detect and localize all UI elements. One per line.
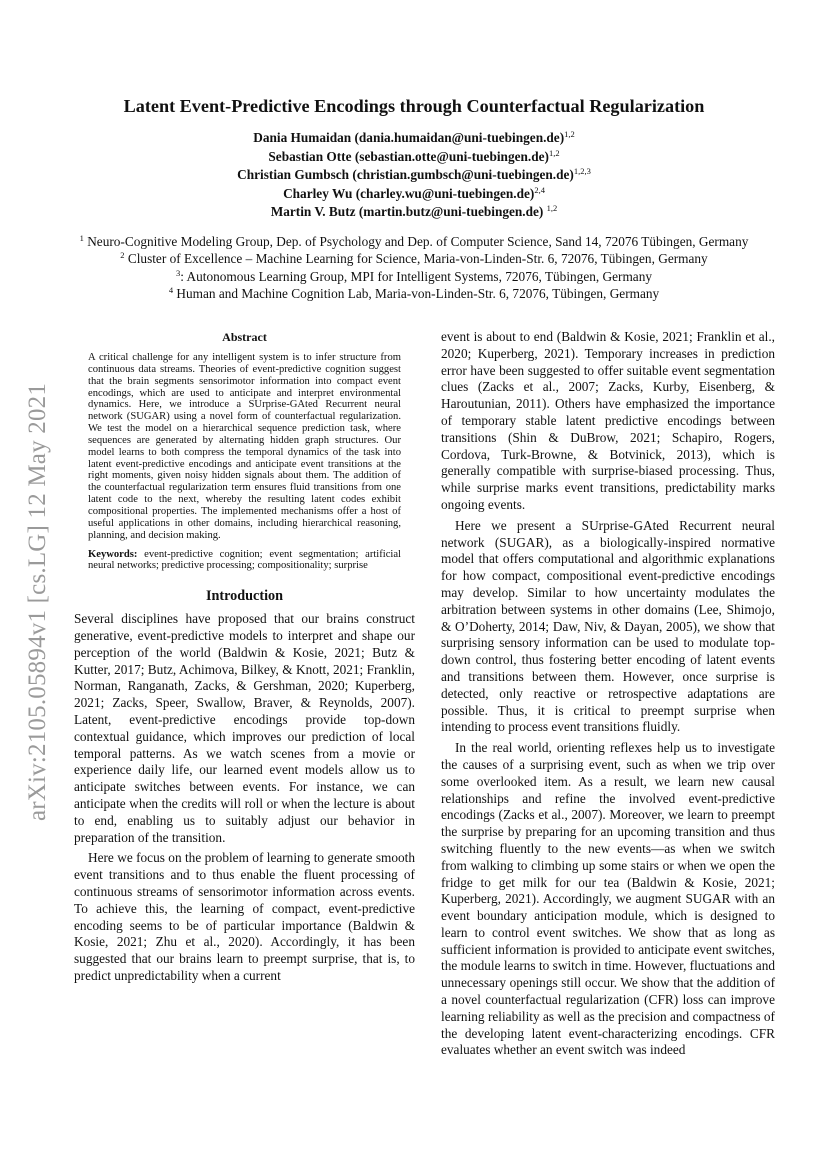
author-affil-mark: 1,2 xyxy=(564,129,575,139)
right-column xyxy=(441,329,775,1059)
keywords-text: event-predictive cognition; event segmentation; artificial neural networks; predictive processing; compositionality; surprise xyxy=(88,548,401,572)
author-line xyxy=(60,203,768,222)
affiliation-text: Cluster of Excellence – Machine Learning for Science, Maria-von-Linden-Str. 6, 72076, Tübingen, Germany xyxy=(124,251,708,267)
author-affil-mark: 1,2 xyxy=(548,147,560,158)
arxiv-stamp xyxy=(18,352,58,852)
author-list xyxy=(60,129,768,222)
author-affil-mark: 1,2 xyxy=(546,203,558,214)
affiliation-text: Neuro-Cognitive Modeling Group, Dep. of Psychology and Dep. of Computer Science, Sand 14, 72076 Tübingen, Germany xyxy=(83,234,749,249)
author-line xyxy=(60,166,768,185)
introduction-heading: Introduction xyxy=(206,588,283,605)
paper-title: Latent Event-Predictive Encodings through Counterfactual Regularization xyxy=(123,96,705,116)
author-line xyxy=(60,148,768,167)
affiliation-list xyxy=(40,233,788,303)
affiliation-mark: 2 xyxy=(120,250,125,261)
affiliation-text: : Autonomous Learning Group, MPI for Intelligent Systems, 72076, Tübingen, Germany xyxy=(180,268,652,284)
affiliation-mark: 1 xyxy=(79,233,84,243)
author-name: Christian Gumbsch (christian.gumbsch@uni-tuebingen.de) xyxy=(237,167,574,183)
left-column xyxy=(74,330,415,985)
affiliation-line xyxy=(40,233,788,250)
author-line xyxy=(60,185,768,204)
author-name: Martin V. Butz (martin.butz@uni-tuebingen.de) xyxy=(270,204,547,220)
keywords xyxy=(74,549,415,573)
author-name: Charley Wu (charley.wu@uni-tuebingen.de) xyxy=(283,185,535,201)
paragraph: event is about to end (Baldwin & Kosie, 2021; Franklin et al., 2020; Kuperberg, 2021). Temporary increases in prediction error have been suggested to offer suitable event segmentation clues (Zacks et al., 2007; Zacks, Kurby, Eisenberg, & Haroutunian, 2011). Others have emphasized the importance of temporary stable latent predictive encodings between transitions (Shin & DuBrow, 2021; Schapiro, Rogers, Cordova, Turk-Browne, & Botvinick, 2013), which is generally compatible with surprise-biased processing. Thus, while surprise marks event transitions, predictability marks ongoing events. xyxy=(441,329,775,512)
affiliation-mark: 3 xyxy=(176,267,181,278)
abstract-text: A critical challenge for any intelligent system is to infer structure from continuous data streams. Theories of event-predictive cognition suggest that the brain segments sensorimotor information into compact event encodings, which are used to anticipate and interpret environmental dynamics. Here, we introduce a SUrprise-GAted Recurrent neural network (SUGAR) using a novel form of counterfactual regularization. We test the model on a hierarchical sequence prediction task, where sequences are generated by alternating hidden graph structures. Our model learns to both compress the temporal dynamics of the task into latent event-predictive encodings and anticipate event transitions at the right moments, given noisy hidden signals about them. The addition of the counterfactual regularization term ensures fluid transitions from one latent code to the next, whereby the resulting latent codes exhibit compositional properties. The implemented mechanisms offer a host of useful applications in other domains, including hierarchical reasoning, planning, and decision making. xyxy=(88,352,401,541)
abstract-heading: Abstract xyxy=(222,330,267,344)
author-name: Dania Humaidan (dania.humaidan@uni-tuebingen.de) xyxy=(253,130,565,145)
affiliation-line xyxy=(40,285,788,302)
author-affil-mark: 1,2,3 xyxy=(573,166,591,177)
keywords-label: Keywords: xyxy=(88,548,138,560)
affiliation-line xyxy=(40,268,788,285)
affiliation-mark: 4 xyxy=(168,285,174,296)
paragraph: Here we focus on the problem of learning to generate smooth event transitions and to thus enable the fluent processing of continuous streams of sensorimotor information across events. To achieve this, the learning of compact, event-predictive encoding seems to be of particular importance (Baldwin & Kosie, 2021; Zhu et al., 2020). Accordingly, it has been suggested that our brains learn to preempt surprise, that is, to predict unpredictability when a current xyxy=(74,850,415,983)
author-affil-mark: 2,4 xyxy=(534,184,545,195)
paragraph: In the real world, orienting reflexes help us to investigate the causes of a surprising event, such as when we trip over some overlooked item. As a result, we learn new causal relationships and refine the involved event-predictive encodings (Zacks et al., 2007). Moreover, we learn to preempt the surprise by preparing for an upcoming transition and thus switching fluently to the new events—as when we switch from walking to climbing up some stairs or when we open the fridge to get milk for our tea (Baldwin & Kosie, 2021; Kuperberg, 2021). Accordingly, we augment SUGAR with an event boundary anticipation module, which is designed to learn to control event switches. We show that as long as sufficient information is provided to anticipate event switches, the module learns to switch in time. However, fluctuations and unnecessary openings still occur. We show that the addition of a novel counterfactual regularization (CFR) loss can improve learning reliability as well as the precision and compactness of the developing latent event-characterizing encodings. CFR evaluates whether an event switch was indeed xyxy=(441,740,775,1058)
author-name: Sebastian Otte (sebastian.otte@uni-tuebingen.de) xyxy=(268,148,549,164)
arxiv-stamp-text: arXiv:2105.05894v1 [cs.LG] 12 May 2021 xyxy=(24,382,51,822)
paragraph: Here we present a SUrprise-GAted Recurrent neural network (SUGAR), as a biologically-inspired normative model that offers computational and algorithmic explanations for how compact, compositional event-predictive encodings may develop. Similar to how uncertainty modulates the arbitration between systems in other domains (Lee, Shimojo, & O’Doherty, 2014; Daw, Niv, & Dayan, 2005), we show that surprising sensory information can be used to modulate top-down control, thus fostering better encoding of latent events and transitions between them. However, once surprise is detected, only reactive or retrospective adaptations are possible. Thus, it is critical to preempt surprise when intending to process event transitions fluidly. xyxy=(441,517,775,735)
paragraph: Several disciplines have proposed that our brains construct generative, event-predictive models to interpret and shape our perception of the world (Baldwin & Kosie, 2021; Butz & Kutter, 2017; Butz, Achimova, Bilkey, & Knott, 2021; Franklin, Norman, Ranganath, Zacks, & Gershman, 2020; Kuperberg, 2021; Zacks, Speer, Swallow, Braver, & Reynolds, 2007). Latent, event-predictive encodings provide top-down contextual guidance, which improves our prediction of local temporal patterns. As we watch scenes from a movie or experience daily life, our learned event models allow us to anticipate switches between events. For instance, we can anticipate when the credits will roll or when the lecture is about to end, enabling us to suitably adjust our behavior in preparation of the transition. xyxy=(74,611,415,845)
affiliation-text: Human and Machine Cognition Lab, Maria-von-Linden-Str. 6, 72076, Tübingen, Germany xyxy=(173,286,660,302)
affiliation-line xyxy=(40,250,788,267)
author-line xyxy=(60,129,768,148)
